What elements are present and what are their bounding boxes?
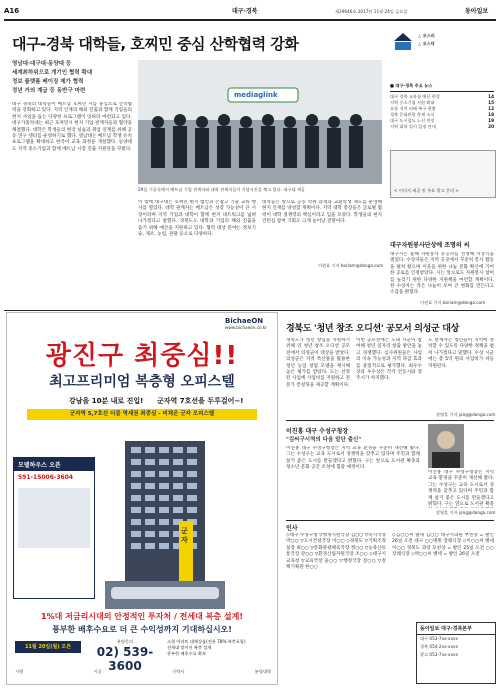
- index-row-page: 15: [488, 99, 494, 105]
- index-row-title: 대구 경북 교육청 예산 편성: [390, 93, 440, 99]
- index-row[interactable]: [390, 124, 494, 130]
- portrait-image: [428, 424, 464, 468]
- ad-date-badge: 11월 20일(월) 오픈: [15, 641, 81, 653]
- ad-line-gunja: 군자역 7호선을 두루걸어~!: [157, 397, 244, 405]
- section-rule: [4, 310, 496, 311]
- paper-name: 동아일보: [465, 8, 489, 15]
- building-label: 군자: [181, 527, 188, 544]
- ad-phone-number[interactable]: 02) 539-3600: [96, 645, 154, 673]
- photo-caption: 29일 기공식에서 베트남 기업 관계자와 대학 관계자들이 기념사진을 찍고 있다. 대구대 제공: [138, 187, 305, 192]
- index-row-title: 지역 대학 입시 일정 안내: [390, 123, 436, 129]
- index-row-title: 대구 도시철도 노선 연장: [390, 117, 435, 123]
- ad-phone-label: 분양문의: [116, 639, 134, 644]
- main-article-body-mid: 이 밖에 대구대는 호찌민 현지 법인과 손잡고 기술 교류 행사를 열었다. 대학 관계자는 베트남은 성장 가능성이 큰 시장이라며 지역 기업과 대학이 함께 현지 네트워크를 넓혀 나가겠다고 말했다. 경북도도 대학과 기업의 해외 진출을 돕기 위해 예산을 지원하고 있다. 협력 대상 분야는 정보기술, 제조, 농업, 관광 등으로 다양하다.: [138, 200, 256, 238]
- stock-item-1: △ 코스피: [418, 33, 435, 38]
- building-icon: [105, 431, 225, 609]
- second-body-left: 경북도가 청년 창업을 지원하기 위해 연 청년 창조 오디션 공모전에서 의성군이 대상을 받았다. 의성군은 지역 특산물을 활용한 청년 농업 창업 모델을 제시해 높은 평가를 받았다. 도는 선정된 사업에 사업비를 지원하고 전문가 컨설팅을 제공할 계획이다.: [286, 338, 350, 388]
- obituary-body: ◇김○○씨 별세 김○○ 대구시의원 부친상 = 발인 26일 오전 대구 ○○병원 장례식장 ◇이○○씨 별세 이○○ 경북도 과장 모친상 = 발인 25일 오전 ○○장례식장 ◇박○○씨 별세 = 발인 26일 오전: [392, 533, 494, 558]
- contact-line: 대구 053-7xx-xxxx: [420, 636, 458, 641]
- model-house-box: [13, 457, 95, 599]
- sidebar-ad-caption: < 이미지 제공 및 주요 광고 문의 >: [394, 188, 459, 193]
- personnel-rule: [286, 520, 494, 521]
- ad-phone-block[interactable]: [87, 639, 163, 673]
- profile-rule: [286, 420, 494, 421]
- ad-headline: 광진구 최중심!!: [45, 341, 239, 371]
- index-row-page: 20: [488, 123, 494, 129]
- group-photo-image: [138, 60, 382, 184]
- main-byline: 이권효 기자 boriam@donga.com: [318, 263, 384, 268]
- sidebar-byline: 이권효 기자 boriam@donga.com: [420, 300, 486, 305]
- main-headline: 대구-경북 대학들, 호찌민 중심 산학협력 강화: [12, 35, 299, 53]
- sidebar-article-body: 대구시는 올해 자원봉사 유공자를 선정해 시상식을 열었다. 수상자들은 지역 곳곳에서 꾸준히 봉사 활동을 펼쳐 왔으며 이웃을 위한 나눔 문화 확산에 기여한 공로를 인정받았다. 시는 앞으로도 자원봉사 참여를 늘리기 위한 다양한 지원책을 마련할 계획이다. 한 수상자는 작은 나눔이 모여 큰 변화를 만든다고 소감을 밝혔다.: [390, 252, 494, 296]
- contact-box: [416, 622, 496, 684]
- subhead-3: 정보 플랫폼 베이징 제가 협력: [12, 79, 84, 85]
- ad-line-station: 군자역 5,7호선 더블 역세권 최중심 - 비채온 군자 오피스텔: [27, 409, 257, 420]
- index-title: ■ 대구·경북 주요 뉴스: [390, 83, 433, 88]
- channel-logo-icon: [392, 31, 414, 53]
- sidebar-ad-box: [390, 150, 496, 198]
- index-row-title: 포항 지진 피해 복구 현황: [390, 105, 436, 111]
- subhead-2: 세계최하위으로 개기인 협력 확대: [12, 70, 93, 76]
- index-row-page: 18: [488, 111, 494, 117]
- main-article-body-right: 대학들은 앞으로 공동 학위 과정과 교환학생 제도를 운영해 현지 인재를 양성할 계획이다. 지역 대학 총장들은 글로벌 협력이 대학 경쟁력의 핵심이라고 입을 모았다. 학생들의 현지 인턴십 참여 기회도 크게 늘어날 전망이다.: [262, 200, 382, 225]
- index-row-title: 경북 문화관광 축제 소식: [390, 111, 435, 117]
- contact-line: 경북 054-2xx-xxxx: [420, 644, 458, 649]
- channel-logo: [392, 31, 414, 53]
- profile-quote: "김씨구시역의 다음 말단 출신": [286, 437, 362, 443]
- sponsor-label: 분양대행: [254, 669, 271, 674]
- model-house-title: 모델하우스 오픈: [14, 458, 94, 471]
- index-row-page: 14: [488, 93, 494, 99]
- main-article-body-left: 대구 경북의 대학들이 베트남 호찌민 시를 중심으로 산학협력을 강화하고 있다. 지역 인재의 해외 진출과 함께 기업들의 현지 사업을 돕는 다양한 프로그램이 잇따라 마련되고 있다. 대구가톨릭대는 최근 호찌민시 현지 기업 관계자들과 협약을 체결했다. 대학은 학생들의 현장 실습과 취업 연계를 위해 공동 연구 센터를 운영하기로 했다. 영남대는 베트남 학생 유치 프로그램을 확대하고 한국어 교육 과정을 개설했다. 동양대도 지역 중소기업과 함께 베트남 시장 진출 지원단을 꾸렸다.: [12, 102, 132, 152]
- ad-features: [167, 639, 273, 657]
- index-row-page: 19: [488, 117, 494, 123]
- news-index: [390, 83, 494, 130]
- subheads: [12, 60, 132, 96]
- index-row-title: 지역 중소기업 지원 확대: [390, 99, 435, 105]
- sidebar-top: [390, 29, 494, 81]
- ad-brand: BichaeON: [225, 317, 264, 325]
- stock-item-2: △ 코스닥: [418, 41, 435, 46]
- sidebar-article-title: 대구자원봉사단상에 조명의 씨: [390, 242, 470, 249]
- ad-brand-logo: [225, 317, 267, 331]
- ad-line-gangnam: 강남을 10분 내로 진입!: [69, 397, 144, 405]
- sponsor-label: 신탁사: [172, 669, 185, 674]
- ad-banner-1: 1%대 저금리시대의 안정적인 투자처 / 전세대 복층 설계!: [41, 612, 243, 621]
- second-body-mid: 이번 공모전에는 도내 시군이 참여해 청년 일자리 창출 방안을 놓고 경쟁했다. 심사위원들은 사업의 지속 가능성과 지역 파급 효과를 중점적으로 평가했다. 최우수상과 우수상은 각각 안동시와 영주시가 차지했다.: [356, 338, 422, 382]
- map-image: [18, 488, 90, 548]
- personnel-title: 인사: [286, 525, 298, 532]
- building-illustration: [105, 431, 225, 609]
- profile-title: 이진홍 대구 수성구청장: [286, 428, 349, 435]
- contact-line: 광고 053-7xx-xxxx: [420, 652, 458, 657]
- issue-info: 제29646호 2017년 11월 24일 금요일: [335, 9, 408, 14]
- page-number: A16: [4, 7, 20, 15]
- sponsor-label: 시행: [15, 669, 24, 674]
- second-headline: 경북도 '청년 창조 오디션' 공모서 의성군 대상: [286, 324, 460, 334]
- personnel-body: ◇대구 수성구청 ▽행정지원국장 김○○ ▽복지국장 박○○ ▽도시건설국장 이○○ ◇경북도 ▽기획조정실장 최○○ ▽문화관광체육국장 정○○ ▽농축산유통국장 강○○ ▽환경산림자원국장 조○○ ◇대구시교육청 ▽교육국장 윤○○ ▽행정국장 장○○ ▽정책기획관 한○○: [286, 533, 386, 571]
- second-body-right: 도 관계자는 청년들이 지역에 정착할 수 있도록 다양한 정책을 펼쳐 나가겠다고 말했다. 수상 시군에는 총 5억 원의 사업비가 차등 지원된다.: [428, 338, 494, 369]
- section-title: 대구·경북: [232, 8, 258, 15]
- subhead-1: 영남대·대구대·동양대 등: [12, 61, 72, 67]
- apartment-ad[interactable]: [6, 312, 278, 685]
- ad-feature: 풍부한 배후수요 확보: [167, 651, 207, 656]
- contact-title: 동아일보 대구·경북본부: [417, 623, 495, 635]
- main-photo: [138, 60, 382, 184]
- subhead-4: 정년 거의 계급 등 동반구 마련: [12, 88, 86, 94]
- ad-banner-2: 풍부한 배후수요로 더 큰 수익성까지 기대하십시오!: [52, 625, 232, 634]
- profile-photo: [428, 424, 464, 468]
- model-house-phone: 591-15006-3604: [18, 474, 74, 481]
- profile-byline: 장영훈 기자 jang@donga.com: [436, 510, 496, 515]
- index-row-page: 12: [488, 105, 494, 111]
- photo-logo-text: mediaglink: [234, 91, 278, 99]
- profile-body: 이진홍 대구 수성구청장은 지역 교육 환경을 꾸준히 개선해 왔다. 그는 수성구는 교육 도시로서 경쟁력을 갖추고 있다며 주민과 함께 살기 좋은 도시를 만들겠다고 밝혔다. 구는 앞으로 도서관 확충과 청소년 문화 공간 조성에 힘쓸 예정이다.: [286, 446, 420, 471]
- index-rule: [390, 91, 494, 92]
- ad-feature: 전세대 맞이선 복층 설계: [167, 645, 212, 650]
- ad-subline: 최고프리미엄 복층형 오피스텔: [49, 374, 235, 390]
- second-byline: 장영훈 기자 jang@donga.com: [436, 412, 496, 417]
- ad-brand-url: www.bichaeon.co.kr: [225, 325, 267, 330]
- profile-body-side: 이진홍 대구 수성구청장은 지역 교육 환경을 꾸준히 개선해 왔다. 그는 수성구는 교육 도시로서 경쟁력을 갖추고 있다며 주민과 함께 살기 좋은 도시를 만들겠다고 밝혔다. 구는 앞으로 도서관 확충: [428, 470, 494, 508]
- header-rule: [4, 19, 496, 21]
- sponsor-label: 시공: [93, 669, 102, 674]
- ad-sponsors: [15, 669, 271, 675]
- ad-feature: 소형 아파트 대체상품(전용 78% 복층포함): [167, 639, 246, 644]
